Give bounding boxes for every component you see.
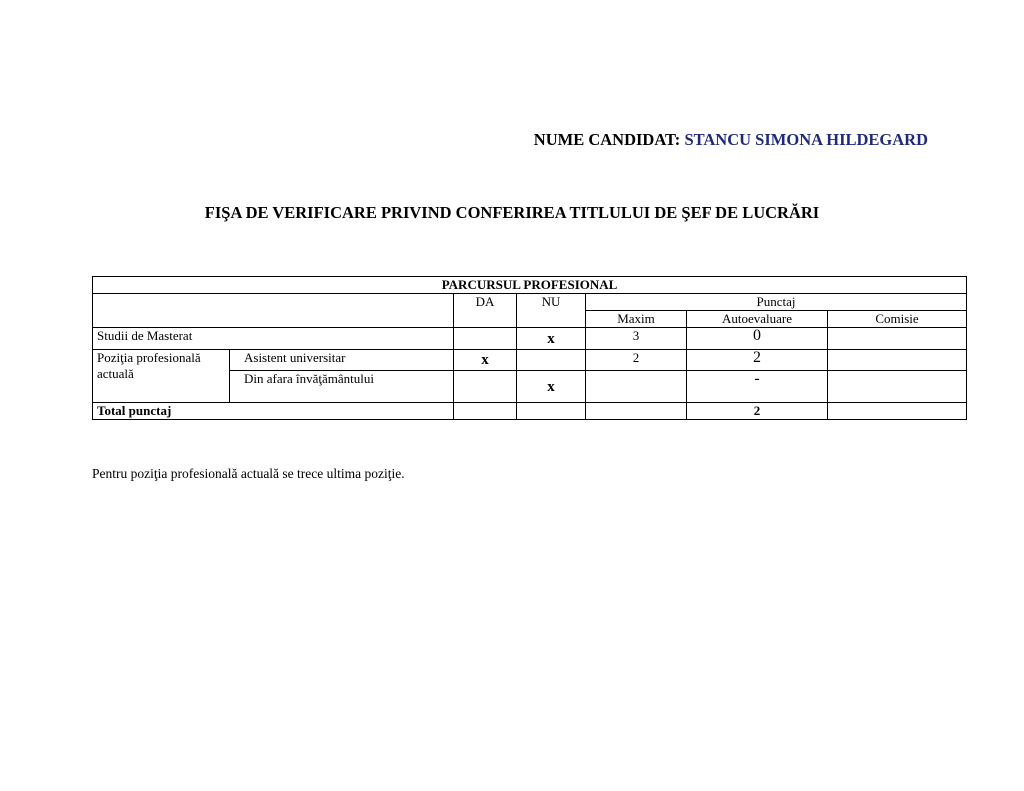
row-comisie: [828, 328, 967, 350]
total-nu: [517, 403, 586, 420]
candidate-line: [534, 130, 928, 150]
total-row: [93, 403, 967, 420]
section-title: PARCURSUL PROFESIONAL: [93, 277, 967, 294]
row-maxim: 2: [586, 350, 687, 371]
candidate-label: NUME CANDIDAT:: [533, 130, 681, 149]
total-da: [454, 403, 517, 420]
row-comisie: [828, 350, 967, 371]
row-autoevaluare: 2: [687, 350, 828, 371]
row-nu: [517, 350, 586, 371]
candidate-name: STANCU SIMONA HILDEGARD: [684, 130, 928, 149]
row-da: x: [454, 350, 517, 371]
table-row: [93, 350, 967, 371]
row-comisie: [828, 371, 967, 403]
row-nu: x: [517, 371, 586, 403]
table-row: [93, 328, 967, 350]
header-comisie: Comisie: [828, 311, 967, 328]
header-nu: NU: [517, 294, 586, 328]
row-maxim: [586, 371, 687, 403]
total-comisie: [828, 403, 967, 420]
header-punctaj: Punctaj: [586, 294, 967, 311]
header-row-1: [93, 294, 967, 311]
row-label: Din afara învăţământului: [230, 371, 454, 403]
row-label: Studii de Masterat: [93, 328, 454, 350]
footnote: Pentru poziţia profesională actuală se trece ultima poziţie.: [92, 466, 405, 481]
header-da: DA: [454, 294, 517, 328]
row-maxim: 3: [586, 328, 687, 350]
header-blank-cell: [93, 294, 454, 328]
row-da: [454, 371, 517, 403]
total-label: Total punctaj: [93, 403, 454, 420]
row-group-label: Poziţia profesională actuală: [93, 350, 230, 403]
header-autoevaluare: Autoevaluare: [687, 311, 828, 328]
header-maxim: Maxim: [586, 311, 687, 328]
section-title-row: [93, 277, 967, 294]
document-title: FIŞA DE VERIFICARE PRIVIND CONFERIREA TITLULUI DE ŞEF DE LUCRĂRI: [204, 203, 820, 222]
row-autoevaluare: 0: [687, 328, 828, 350]
row-autoevaluare: -: [687, 371, 828, 403]
row-nu: x: [517, 328, 586, 350]
evaluation-table: [92, 276, 967, 420]
row-da: [454, 328, 517, 350]
total-maxim: [586, 403, 687, 420]
row-label: Asistent universitar: [230, 350, 454, 371]
total-autoevaluare: 2: [687, 403, 828, 420]
